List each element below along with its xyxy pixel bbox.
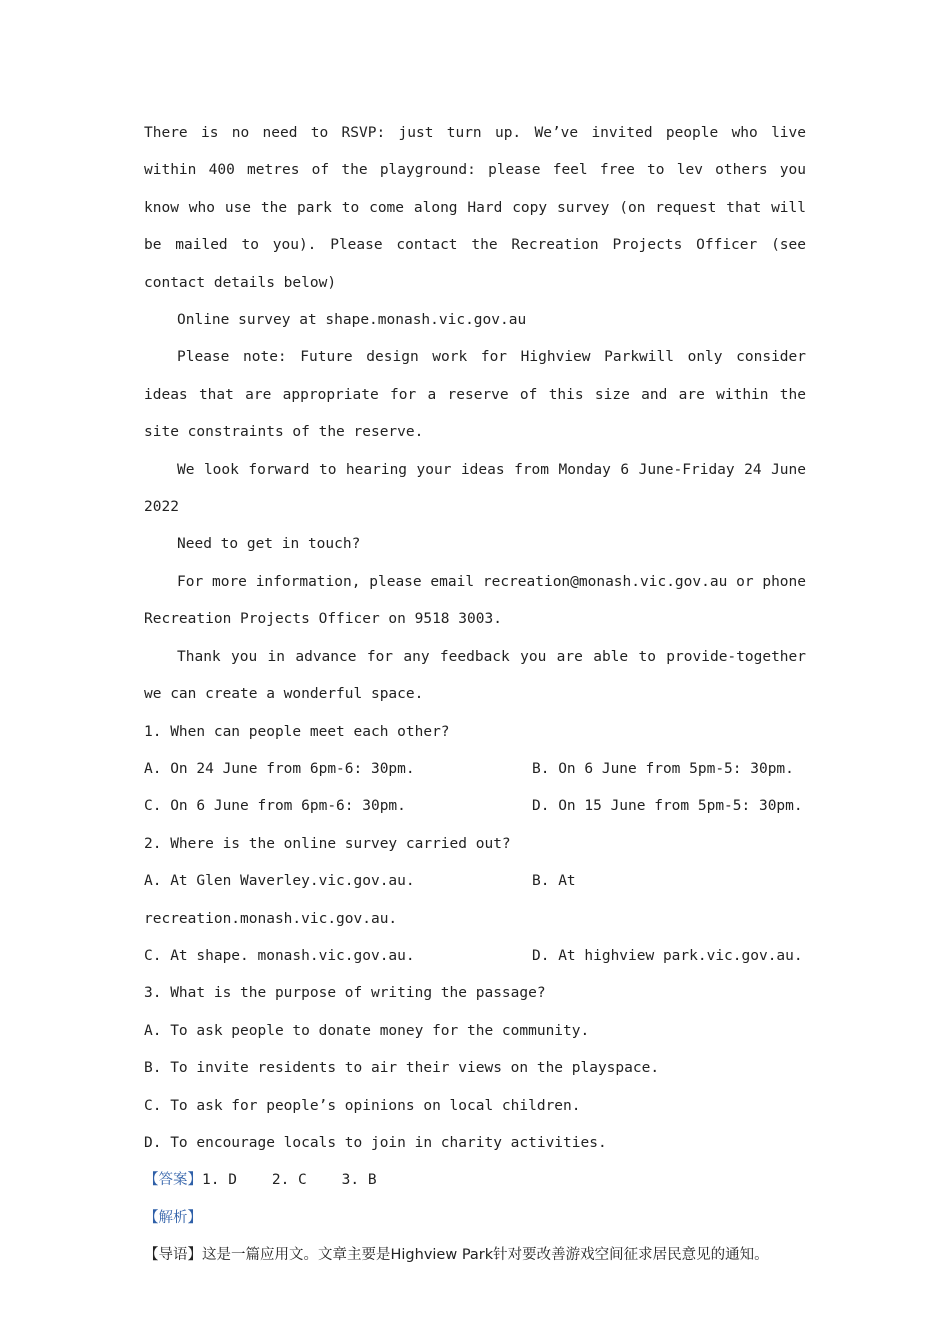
question-1-options-row-2 <box>144 788 806 825</box>
question-1-options-row-1 <box>144 751 806 788</box>
question-1-option-b: B. On 6 June from 5pm-5: 30pm. <box>532 760 794 777</box>
guide-text: 这是一篇应用文。文章主要是Highview Park针对要改善游戏空间征求居民意见的通知。 <box>202 1247 769 1264</box>
question-2-options-row-1 <box>144 863 806 900</box>
passage-paragraph-5: Need to get in touch? <box>177 536 361 553</box>
question-2-option-b: B. At <box>532 873 576 890</box>
passage-paragraph-2: Online survey at shape.monash.vic.gov.au <box>177 312 527 329</box>
question-3-option-c: C. To ask for people’s opinions on local children. <box>144 1097 581 1114</box>
question-3-stem: 3. What is the purpose of writing the passage? <box>144 985 546 1002</box>
answer-label: 【答案】 <box>144 1172 202 1189</box>
analysis-label: 【解析】 <box>144 1209 202 1226</box>
document-page <box>144 115 806 1275</box>
question-1-option-a: A. On 24 June from 6pm-6: 30pm. <box>144 760 415 777</box>
guide-paragraph <box>144 1237 806 1274</box>
passage-paragraph-6: For more information, please email recreation@monash.vic.gov.au or phone Recreation Projects Officer on 9518 3003. <box>144 573 806 628</box>
passage-paragraph-3: Please note: Future design work for Highview Parkwill only consider ideas that are appropriate for a reserve of this size and are within the site constraints of the reserve. <box>144 349 806 441</box>
question-1-option-d: D. On 15 June from 5pm-5: 30pm. <box>532 798 803 815</box>
question-2-options-row-2 <box>144 938 806 975</box>
analysis-line <box>144 1200 806 1237</box>
passage-paragraph-4: We look forward to hearing your ideas from Monday 6 June-Friday 24 June 2022 <box>144 461 806 516</box>
question-2-stem: 2. Where is the online survey carried out? <box>144 835 511 852</box>
guide-label: 【导语】 <box>144 1247 202 1264</box>
question-1-stem: 1. When can people meet each other? <box>144 723 450 740</box>
question-3-option-a: A. To ask people to donate money for the community. <box>144 1022 590 1039</box>
question-2-option-a: A. At Glen Waverley.vic.gov.au. <box>144 873 415 890</box>
passage-paragraph-1: There is no need to RSVP: just turn up. We’ve invited people who live within 400 metres of the playground: please feel free to lev others you know who use the park to come along Hard copy survey (on request that will be mailed to you). Please contact the Recreation Projects Officer (see contact details below) <box>144 125 806 291</box>
answer-text: 1. D 2. C 3. B <box>202 1172 377 1189</box>
passage-paragraph-7: Thank you in advance for any feedback you are able to provide-together we can create a wonderful space. <box>144 648 806 703</box>
question-2-option-b-continued: recreation.monash.vic.gov.au. <box>144 910 398 927</box>
question-1-option-c: C. On 6 June from 6pm-6: 30pm. <box>144 798 406 815</box>
question-2-option-c: C. At shape. monash.vic.gov.au. <box>144 947 415 964</box>
answer-line <box>144 1162 806 1199</box>
question-2-option-d: D. At highview park.vic.gov.au. <box>532 947 803 964</box>
question-3-option-b: B. To invite residents to air their views on the playspace. <box>144 1060 660 1077</box>
question-3-option-d: D. To encourage locals to join in charity activities. <box>144 1134 607 1151</box>
